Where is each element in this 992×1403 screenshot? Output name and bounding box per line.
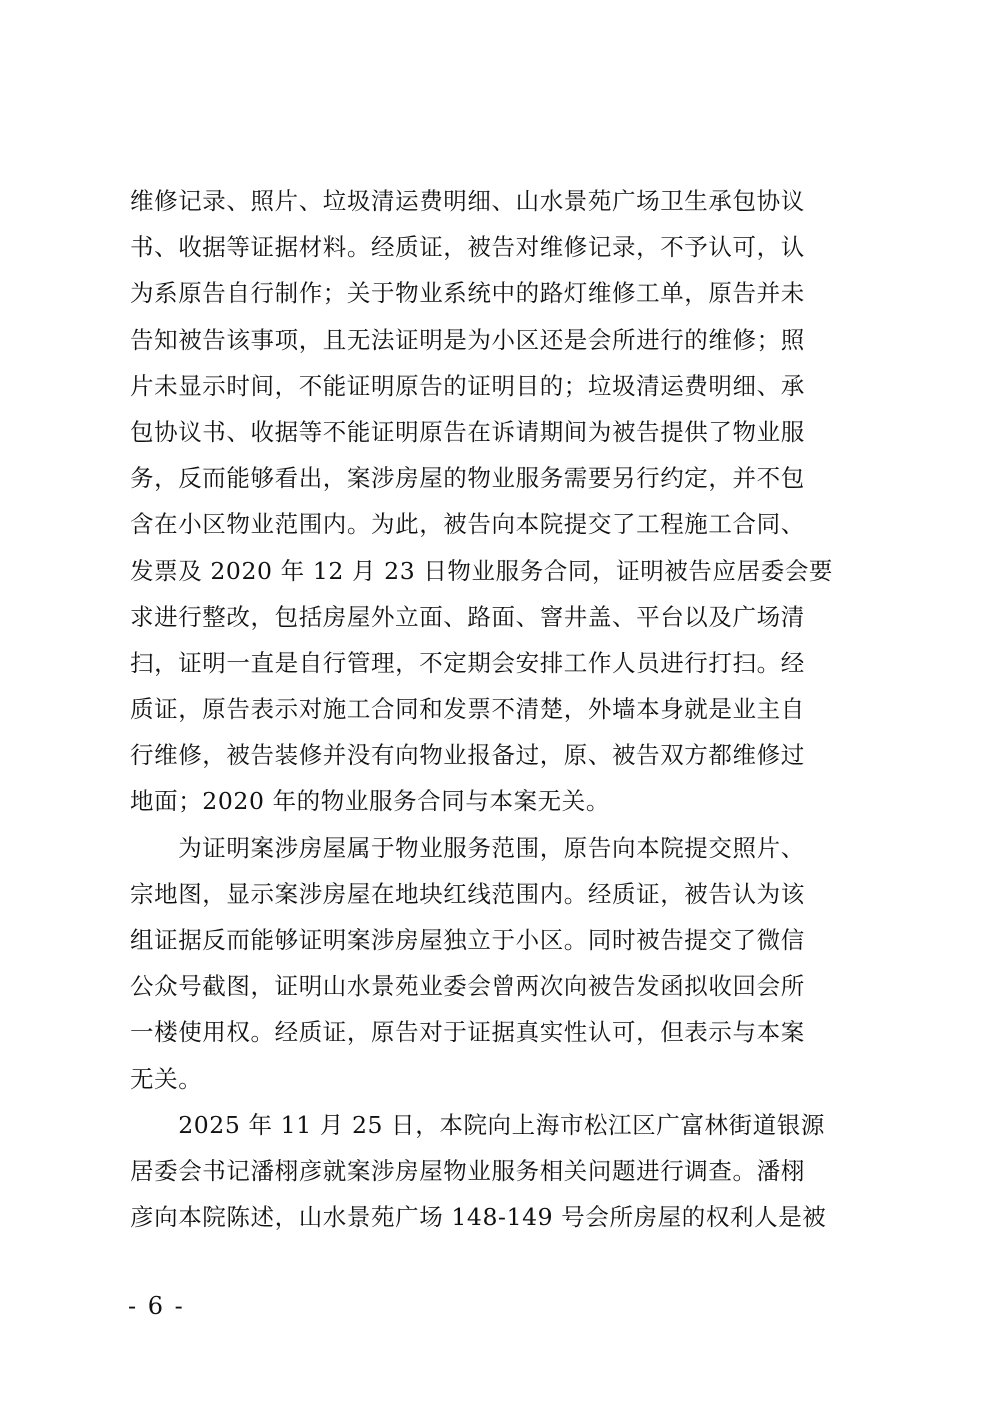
text-line: 书、收据等证据材料。经质证，被告对维修记录，不予认可，认 — [130, 233, 805, 262]
text-line: 无关。 — [130, 1064, 203, 1093]
text-line: 宗地图，显示案涉房屋在地块红线范围内。经质证，被告认为该 — [130, 879, 805, 908]
text-line: 一楼使用权。经质证，原告对于证据真实性认可，但表示与本案 — [130, 1018, 805, 1047]
text-line: 包协议书、收据等不能证明原告在诉请期间为被告提供了物业服 — [130, 417, 805, 446]
text-line: 告知被告该事项，且无法证明是为小区还是会所进行的维修；照 — [130, 325, 805, 354]
text-line: 公众号截图，证明山水景苑业委会曾两次向被告发函拟收回会所 — [130, 972, 805, 1001]
text-line: 片未显示时间，不能证明原告的证明目的；垃圾清运费明细、承 — [130, 371, 805, 400]
page-number: - 6 - — [128, 1292, 185, 1320]
text-line: 质证，原告表示对施工合同和发票不清楚，外墙本身就是业主自 — [130, 695, 805, 724]
text-line: 彦向本院陈述，山水景苑广场 148-149 号会所房屋的权利人是被 — [130, 1203, 827, 1232]
text-line: 含在小区物业范围内。为此，被告向本院提交了工程施工合同、 — [130, 510, 805, 539]
text-line: 扫，证明一直是自行管理，不定期会安排工作人员进行打扫。经 — [130, 648, 805, 677]
document-body — [130, 178, 930, 1240]
text-line: 居委会书记潘栩彦就案涉房屋物业服务相关问题进行调查。潘栩 — [130, 1156, 805, 1185]
text-line: 组证据反而能够证明案涉房屋独立于小区。同时被告提交了微信 — [130, 926, 805, 954]
paragraph-start-line: 2025 年 11 月 25 日，本院向上海市松江区广富林街道银源 — [130, 1110, 825, 1139]
text-line: 求进行整改，包括房屋外立面、路面、窨井盖、平台以及广场清 — [130, 602, 805, 631]
text-line: 务，反而能够看出，案涉房屋的物业服务需要另行约定，并不包 — [130, 464, 805, 493]
text-line: 发票及 2020 年 12 月 23 日物业服务合同，证明被告应居委会要 — [130, 556, 834, 585]
text-line: 地面；2020 年的物业服务合同与本案无关。 — [130, 787, 610, 816]
text-line: 行维修，被告装修并没有向物业报备过，原、被告双方都维修过 — [130, 741, 805, 770]
text-line: 为系原告自行制作；关于物业系统中的路灯维修工单，原告并未 — [130, 279, 805, 308]
text-line: 维修记录、照片、垃圾清运费明细、山水景苑广场卫生承包协议 — [130, 187, 805, 215]
paragraph-start-line: 为证明案涉房屋属于物业服务范围，原告向本院提交照片、 — [130, 833, 805, 862]
